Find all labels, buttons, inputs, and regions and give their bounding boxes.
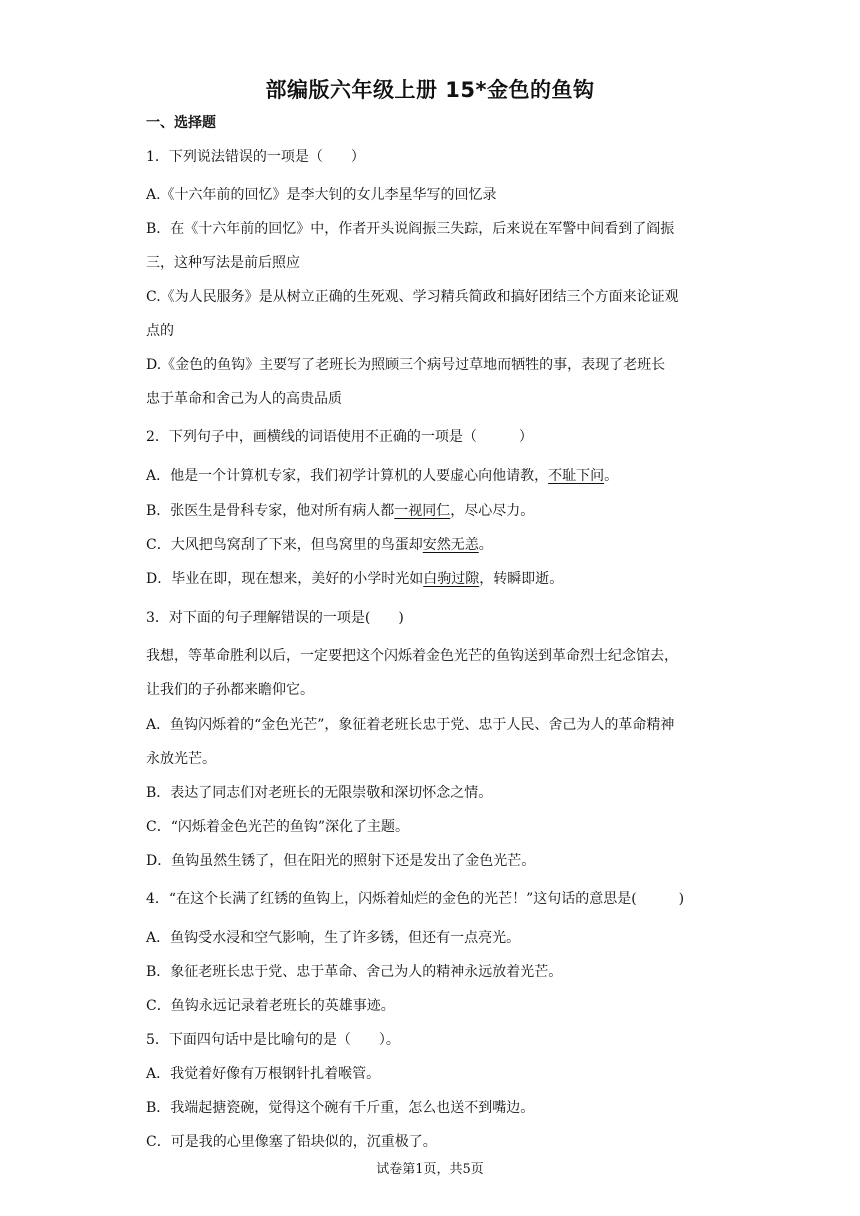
option-text: D．毕业在即，现在想来，美好的小学时光如 [146, 571, 424, 587]
question-3-option-c: C．“闪烁着金色光芒的鱼钩”深化了主题。 [146, 819, 410, 835]
option-text: A．他是一个计算机专家，我们初学计算机的人要虚心向他请教， [146, 468, 549, 484]
question-1-option-d: D.《金色的鱼钩》主要写了老班长为照顾三个病号过草地而牺牲的事，表现了老班长 [146, 357, 666, 373]
section-heading: 一、选择题 [146, 115, 216, 131]
question-4-option-a: A．鱼钩受水浸和空气影响，生了许多锈，但还有一点亮光。 [146, 930, 521, 946]
question-2-option-a [146, 467, 618, 485]
question-5-option-b: B．我端起搪瓷碗，觉得这个碗有千斤重，怎么也送不到嘴边。 [146, 1100, 535, 1116]
question-1-option-c: C.《为人民服务》是从树立正确的生死观、学习精兵简政和搞好团结三个方面来论证观 [146, 289, 679, 305]
question-4-option-c: C．鱼钩永远记录着老班长的英雄事迹。 [146, 998, 395, 1014]
option-text: B．张医生是骨科专家，他对所有病人都 [146, 503, 395, 519]
question-5-option-c: C．可是我的心里像塞了铅块似的，沉重极了。 [146, 1134, 437, 1150]
underlined-phrase: 安然无恙 [422, 537, 479, 553]
question-3-option-d: D．鱼钩虽然生锈了，但在阳光的照射下还是发出了金色光芒。 [146, 853, 536, 869]
question-1-option-b: B．在《十六年前的回忆》中，作者开头说阎振三失踪，后来说在军警中间看到了阎振 [146, 221, 675, 237]
question-3-option-a-cont: 永放光芒。 [146, 751, 216, 767]
question-1-option-d-cont: 忠于革命和舍己为人的高贵品质 [146, 391, 342, 407]
question-4-stem: 4．“在这个长满了红锈的鱼钩上，闪烁着灿烂的金色的光芒！”这句话的意思是( ) [146, 891, 685, 907]
question-3-stem: 3．对下面的句子理解错误的一项是( ) [146, 610, 404, 626]
question-4-option-b: B．象征老班长忠于党、忠于革命、舍己为人的精神永远放着光芒。 [146, 964, 563, 980]
question-1-option-b-cont: 三，这种写法是前后照应 [146, 255, 300, 271]
option-text: C．大风把鸟窝刮了下来，但鸟窝里的鸟蛋却 [146, 537, 423, 553]
question-5-stem: 5．下面四句话中是比喻句的是（ ）。 [146, 1032, 400, 1048]
option-text-end: 。 [604, 468, 619, 484]
question-2-option-d [146, 570, 563, 588]
page-title: 部编版六年级上册 15*金色的鱼钩 [265, 78, 595, 102]
question-2-option-c [146, 536, 493, 554]
underlined-phrase: 一视同仁 [394, 503, 451, 519]
question-3-option-a: A．鱼钩闪烁着的“金色光芒”，象征着老班长忠于党、忠于人民、舍己为人的革命精神 [146, 717, 675, 733]
option-text-end: 。 [478, 537, 493, 553]
question-2-option-b [146, 502, 534, 520]
question-2-stem: 2．下列句子中，画横线的词语使用不正确的一项是（ ） [146, 429, 533, 445]
question-5-option-a: A．我觉着好像有万根钢针扎着喉管。 [146, 1066, 381, 1082]
question-1-option-a: A.《十六年前的回忆》是李大钊的女儿李星华写的回忆录 [146, 187, 497, 203]
question-3-option-b: B．表达了同志们对老班长的无限崇敬和深切怀念之情。 [146, 785, 493, 801]
option-text-end: ，转瞬即逝。 [479, 571, 564, 587]
underlined-phrase: 不耻下问 [548, 468, 605, 484]
option-text-end: ，尽心尽力。 [450, 503, 535, 519]
underlined-phrase: 白驹过隙 [423, 571, 480, 587]
question-3-passage-cont: 让我们的子孙都来瞻仰它。 [146, 682, 314, 698]
question-3-passage: 我想，等革命胜利以后，一定要把这个闪烁着金色光芒的鱼钩送到革命烈士纪念馆去， [146, 648, 678, 664]
page-footer: 试卷第1页，共5页 [376, 1162, 484, 1177]
question-1-option-c-cont: 点的 [146, 323, 174, 339]
question-1-stem: 1．下列说法错误的一项是（ ） [146, 149, 365, 165]
